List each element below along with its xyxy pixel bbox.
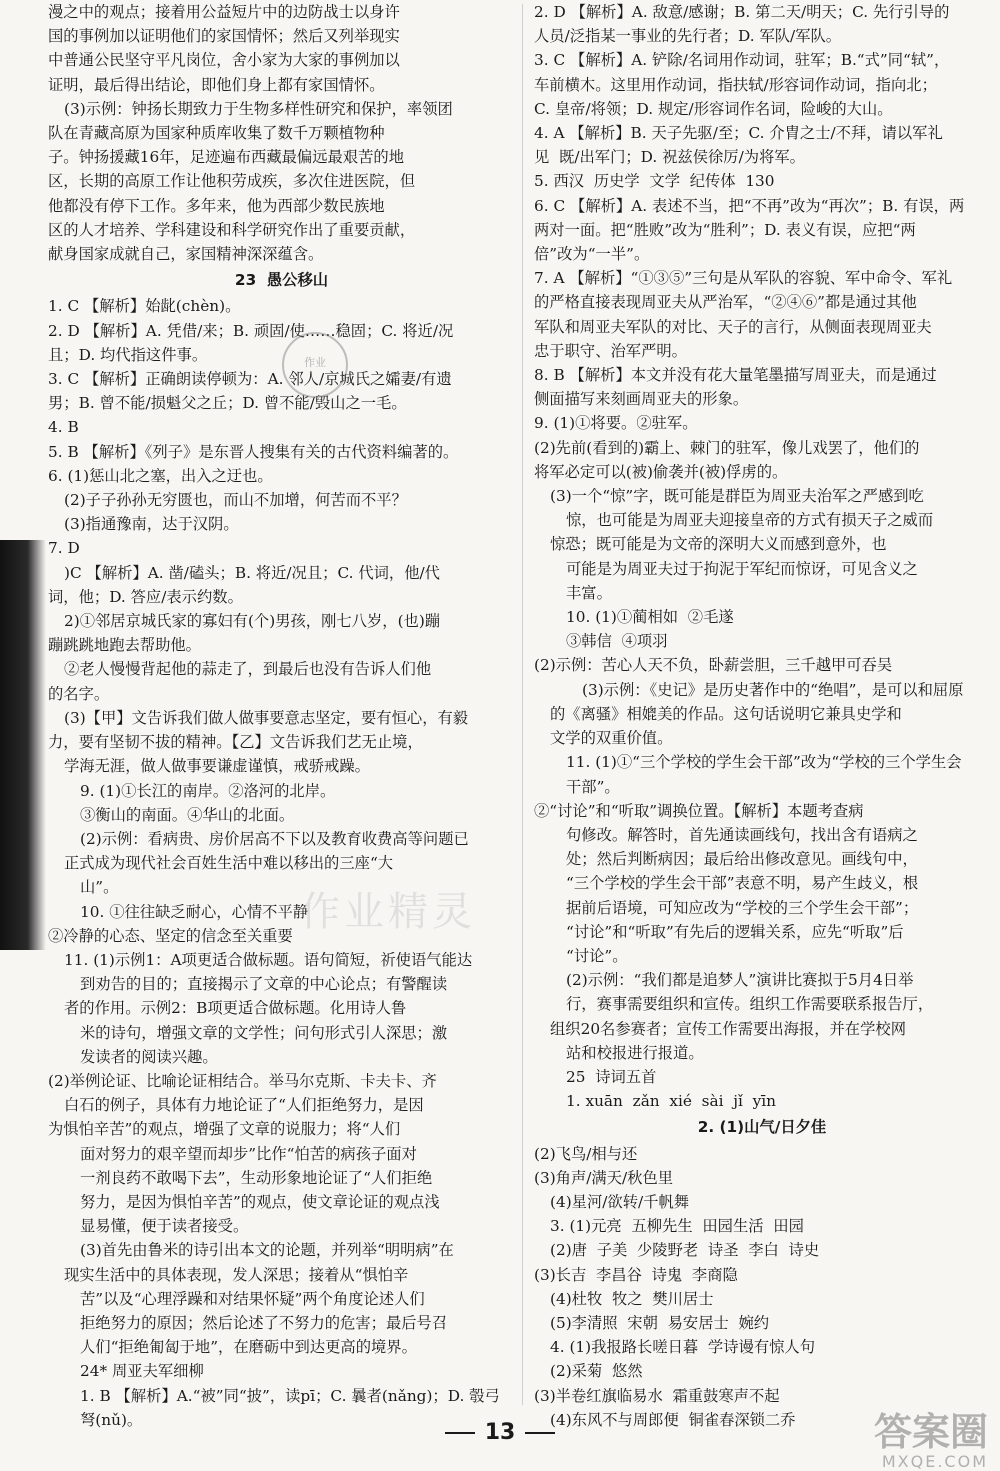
text-line: 证明，最后得出结论，即他们身上都有家国情怀。 <box>48 75 385 94</box>
text-line: 2)①邻居京城氏家的寡妇有(个)男孩，刚七八岁，(也)蹦 <box>64 612 441 631</box>
text-line: 2. D 【解析】A. 凭借/来；B. 顽固/使……稳固；C. 将近/况 <box>48 321 454 340</box>
text-line: 努力，是因为惧怕辛苦”的观点，使文章论证的观点浅 <box>80 1192 440 1211</box>
text-line: 者的作用。示例2：B项更适合做标题。化用诗人鲁 <box>64 999 407 1018</box>
text-line: 力，要有坚韧不拔的精神。【乙】文告诉我们艺无止境， <box>48 733 423 752</box>
text-line: 两对一面。把“胜败”改为“胜利”；D. 表义有误，应把“两 <box>534 220 916 239</box>
text-line: (3)一个“惊”字，既可能是群臣为周亚夫治军之严感到吃 <box>550 487 924 506</box>
text-line: 中普通公民坚守平凡岗位，舍小家为大家的事例加以 <box>48 51 400 70</box>
text-line: 9. (1)①将要。②驻军。 <box>534 414 698 433</box>
text-line: 7. D <box>48 539 80 558</box>
text-line: 4. (1)我报路长嗟日暮 学诗谩有惊人句 <box>550 1338 816 1357</box>
text-line: 10. ①往往缺乏耐心，心情不平静 <box>80 902 309 921</box>
text-line: 军队和周亚夫军队的对比、天子的言行，从侧面表现周亚夫 <box>534 317 932 336</box>
text-line: (4)东风不与周郎便 铜雀春深锁二乔 <box>550 1410 796 1429</box>
text-line: ②老人慢慢背起他的蒜走了，到最后也没有告诉人们他 <box>64 660 432 679</box>
text-line: 且；D. 均代指这件事。 <box>48 345 208 364</box>
text-line: (3)长吉 李昌谷 诗鬼 李商隐 <box>534 1265 738 1284</box>
text-line: 侧面描写来刻画周亚夫的形象。 <box>534 390 749 409</box>
text-line: 5. B 【解析】《列子》是东晋人搜集有关的古代资料编著的。 <box>48 442 459 461</box>
left-column <box>48 0 515 1429</box>
watermark-text: 作业精灵 <box>300 889 476 935</box>
page-edge-shadow <box>0 540 46 950</box>
text-line: 2. D 【解析】A. 敌意/感谢；B. 第二天/明天；C. 先行引导的 <box>534 3 950 21</box>
text-line: 献身国家成就自己，家国精神深深蕴含。 <box>48 245 324 264</box>
text-line: 发读者的阅读兴趣。 <box>80 1047 218 1066</box>
text-line: 5. 西汉 历史学 文学 纪传体 130 <box>534 172 775 191</box>
text-line: 3. C 【解析】A. 铲除/名词用作动词，驻军；B.“式”同“轼”， <box>534 51 950 70</box>
text-line: 惊恐；既可能是为文帝的深明大义而感到意外，也 <box>550 535 887 554</box>
text-line: (2)举例论证、比喻论证相结合。举马尔克斯、卡夫卡、齐 <box>48 1071 437 1090</box>
text-line: ②“讨论”和“听取”调换位置。【解析】本题考查病 <box>534 801 864 820</box>
text-line: 据前后语境，可知应改为“学校的三个学生会干部”； <box>566 898 919 917</box>
text-line: 显易懂，便于读者接受。 <box>80 1217 249 1236</box>
text-line: 文学的双重价值。 <box>550 729 673 748</box>
text-line: 24* 周亚夫军细柳 <box>80 1362 204 1381</box>
stamp-seal: 作业 <box>282 332 348 398</box>
section-heading: 23 愚公移山 <box>234 271 329 290</box>
text-line: 米的诗句，增强文章的文学性；问句形式引人深思；激 <box>80 1023 448 1042</box>
text-line: 6. (1)惩山北之塞，出入之迂也。 <box>48 466 273 485</box>
text-line: 男；B. 曾不能/损魁父之丘；D. 曾不能/毁山之一毛。 <box>48 394 407 413</box>
text-line: 拒绝努力的原因；然后论述了不努力的危害；最后号召 <box>80 1313 448 1332</box>
text-line: )C 【解析】A. 凿/磕头；B. 将近/况且；C. 代词，他/代 <box>64 563 440 582</box>
text-line: (2)示例：看病贵、房价居高不下以及教育收费高等问题已 <box>80 829 469 848</box>
text-line: 行，赛事需要组织和宣传。组织工作需要联系报告厅， <box>566 995 934 1014</box>
text-line: 现实生活中的具体表现，发人深思；接着从“惧怕辛 <box>64 1265 409 1284</box>
text-line: 的《离骚》相媲美的作品。这句话说明它兼具史学和 <box>550 704 902 723</box>
text-line: 面对努力的艰辛望而却步”比作“怕苦的病孩子面对 <box>80 1144 417 1163</box>
text-line: 的严格直接表现周亚夫从严治军，“②④⑥”都是通过其他 <box>534 293 917 312</box>
text-line: (2)采菊 悠然 <box>550 1362 643 1381</box>
text-line: 正式成为现代社会百姓生活中难以移出的三座“大 <box>64 854 394 873</box>
text-line: 6. C 【解析】A. 表述不当，把“不再”改为“再次”；B. 有误，两 <box>534 196 965 215</box>
text-line: 4. A 【解析】B. 天子先驱/至；C. 介胄之士/不拜，请以军礼 <box>534 124 943 143</box>
text-line: 学海无涯，做人做事要谦虚谨慎，戒骄戒躁。 <box>64 757 370 776</box>
text-line: 7. A 【解析】“①③⑤”三句是从军队的容貌、军中命令、军礼 <box>534 269 953 288</box>
text-line: 的名字。 <box>48 684 110 703</box>
text-line: (3)半卷红旗临易水 霜重鼓寒声不起 <box>534 1386 780 1405</box>
text-line: (3)角声/满天/秋色里 <box>534 1168 674 1187</box>
text-line: 蹦跳跳地跑去帮助他。 <box>48 636 201 655</box>
text-line: “三个学校的学生会干部”表意不明，易产生歧义，根 <box>566 874 919 893</box>
text-line: 可能是为周亚夫过于拘泥于军纪而惊讶，可见含义之 <box>566 559 918 578</box>
text-line: 8. B 【解析】本文并没有花大量笔墨描写周亚夫，而是通过 <box>534 366 937 385</box>
text-line: 4. B <box>48 418 79 437</box>
text-line: 组织20名参赛者；宣传工作需要出海报，并在学校网 <box>550 1019 906 1038</box>
text-line: C. 皇帝/将领；D. 规定/形容词作名词，险峻的大山。 <box>534 99 893 118</box>
text-line: 11. (1)①“三个学校的学生会干部”改为“学校的三个学生会 <box>566 753 962 772</box>
text-line: 白石的例子，具体有力地论证了“人们拒绝努力，是因 <box>64 1096 424 1115</box>
text-line: 3. C 【解析】正确朗读停顿为：A. 邻人/京城氏之孀妻/有遗 <box>48 370 452 389</box>
text-line: 为惧怕辛苦”的观点，增强了文章的说服力；将“人们 <box>48 1120 401 1139</box>
text-line: (3)首先由鲁米的诗引出本文的论题，并列举“明明病”在 <box>80 1241 454 1260</box>
text-line: ③韩信 ④项羽 <box>566 632 668 651</box>
text-line: “讨论”和“听取”有先后的逻辑关系，应先“听取”后 <box>566 922 904 941</box>
text-line: (3)示例：《史记》是历史著作中的“绝唱”，是可以和屈原 <box>582 680 964 699</box>
text-line: (3)示例：钟扬长期致力于生物多样性研究和保护，率领团 <box>64 99 453 118</box>
text-line: 他都没有停下工作。多年来，他为西部少数民族地 <box>48 196 385 215</box>
text-line: 见 既/出军门；D. 祝兹侯徐厉/为将军。 <box>534 148 805 167</box>
text-line: 3. (1)元亮 五柳先生 田园生活 田园 <box>550 1217 804 1236</box>
text-line: ②冷静的心态、坚定的信念至关重要 <box>48 926 293 945</box>
text-line: 到劝告的目的；直接揭示了文章的中心论点；有警醒读 <box>80 975 448 994</box>
text-line: 词，他；D. 答应/表示约数。 <box>48 587 243 606</box>
text-line: (2)示例：苦心人天不负，卧薪尝胆，三千越甲可吞吴 <box>534 656 893 675</box>
text-line: ③衡山的南面。④华山的北面。 <box>80 805 295 824</box>
section-heading: 2. (1)山气/日夕佳 <box>697 1118 827 1137</box>
text-line: 1. B 【解析】A.“被”同“披”，读pī；C. 曩者(nǎng)；D. 彀弓 <box>80 1386 500 1405</box>
text-line: (4)星河/欲转/千帆舞 <box>550 1192 690 1211</box>
text-line: (2)唐 子美 少陵野老 诗圣 李白 诗史 <box>550 1241 820 1260</box>
text-line: 1. xuān zǎn xié sài jǐ yīn <box>566 1092 777 1111</box>
logo-domain: MXQE.COM <box>881 1452 988 1471</box>
text-line: 将军必定可以(被)偷袭并(被)俘虏的。 <box>534 462 788 481</box>
text-line: 25 诗词五首 <box>566 1067 657 1086</box>
text-line: 干部”。 <box>566 777 620 796</box>
text-line: 区，长期的高原工作让他积劳成疾，多次住进医院，但 <box>48 172 416 191</box>
text-line: (2)飞鸟/相与还 <box>534 1144 638 1163</box>
column-divider <box>522 4 523 1405</box>
text-line: 苦”以及“心理浮躁和对结果怀疑”两个角度论述人们 <box>80 1289 425 1308</box>
text-line: 国的事例加以证明他们的家国情怀；然后又列举现实 <box>48 27 400 46</box>
page-number: 13 <box>0 1420 1000 1445</box>
text-line: 一剂良药不敢喝下去”，生动形象地论证了“人们拒绝 <box>80 1168 433 1187</box>
text-line: 子。钟扬援藏16年，足迹遍布西藏最偏远最艰苦的地 <box>48 148 404 167</box>
text-line: 漫之中的观点；接着用公益短片中的边防战士以身许 <box>48 3 400 21</box>
text-line: 弩(nǔ)。 <box>80 1410 143 1429</box>
text-line: 倍”改为“一半”。 <box>534 245 650 264</box>
text-line: “讨论”。 <box>566 946 628 965</box>
text-line: 站和校报进行报道。 <box>566 1043 704 1062</box>
text-line: (3)【甲】文告诉我们做人做事要意志坚定，要有恒心，有毅 <box>64 708 469 727</box>
text-line: (2)先前(看到的)霸上、棘门的驻军，像儿戏罢了，他们的 <box>534 438 920 457</box>
text-line: 处；然后判断病因；最后给出修改意见。画线句中， <box>566 850 918 869</box>
text-line: (4)杜牧 牧之 樊川居士 <box>550 1289 714 1308</box>
text-line: 队在青藏高原为国家种质库收集了数千万颗植物种 <box>48 124 385 143</box>
text-line: 11. (1)示例1：A项更适合做标题。语句简短，祈使语气能达 <box>64 950 473 969</box>
text-line: 忠于职守、治军严明。 <box>534 341 687 360</box>
text-line: (2)子子孙孙无穷匮也，而山不加增，何苦而不平？ <box>64 491 407 510</box>
text-line: 车前横木。这里用作动词，指扶轼/形容词作动词，指向北； <box>534 75 937 94</box>
text-line: 9. (1)①长江的南岸。②洛河的北岸。 <box>80 781 336 800</box>
right-column <box>534 0 990 1429</box>
text-line: 山”。 <box>80 878 119 897</box>
logo-text: 答案圈 <box>873 1410 988 1454</box>
text-line: (3)指通豫南，达于汉阴。 <box>64 515 239 534</box>
text-line: 10. (1)①蔺相如 ②毛遂 <box>566 608 734 627</box>
text-line: (2)示例：“我们都是追梦人”演讲比赛拟于5月4日举 <box>566 971 914 990</box>
text-line: 句修改。解答时，首先通读画线句，找出含有语病之 <box>566 825 918 844</box>
text-line: 人员/泛指某一事业的先行者；D. 军队/军队。 <box>534 27 842 46</box>
text-line: 区的人才培养、学科建设和科学研究作出了重要贡献， <box>48 220 416 239</box>
text-line: 1. C 【解析】始龀(chèn)。 <box>48 297 241 316</box>
text-line: 惊，也可能是为周亚夫迎接皇帝的方式有损天子之威而 <box>566 511 934 530</box>
text-line: (5)李清照 宋朝 易安居士 婉约 <box>550 1313 770 1332</box>
text-line: 人们“拒绝匍匐于地”，在磨砺中到达更高的境界。 <box>80 1338 417 1357</box>
text-line: 丰富。 <box>566 583 612 602</box>
